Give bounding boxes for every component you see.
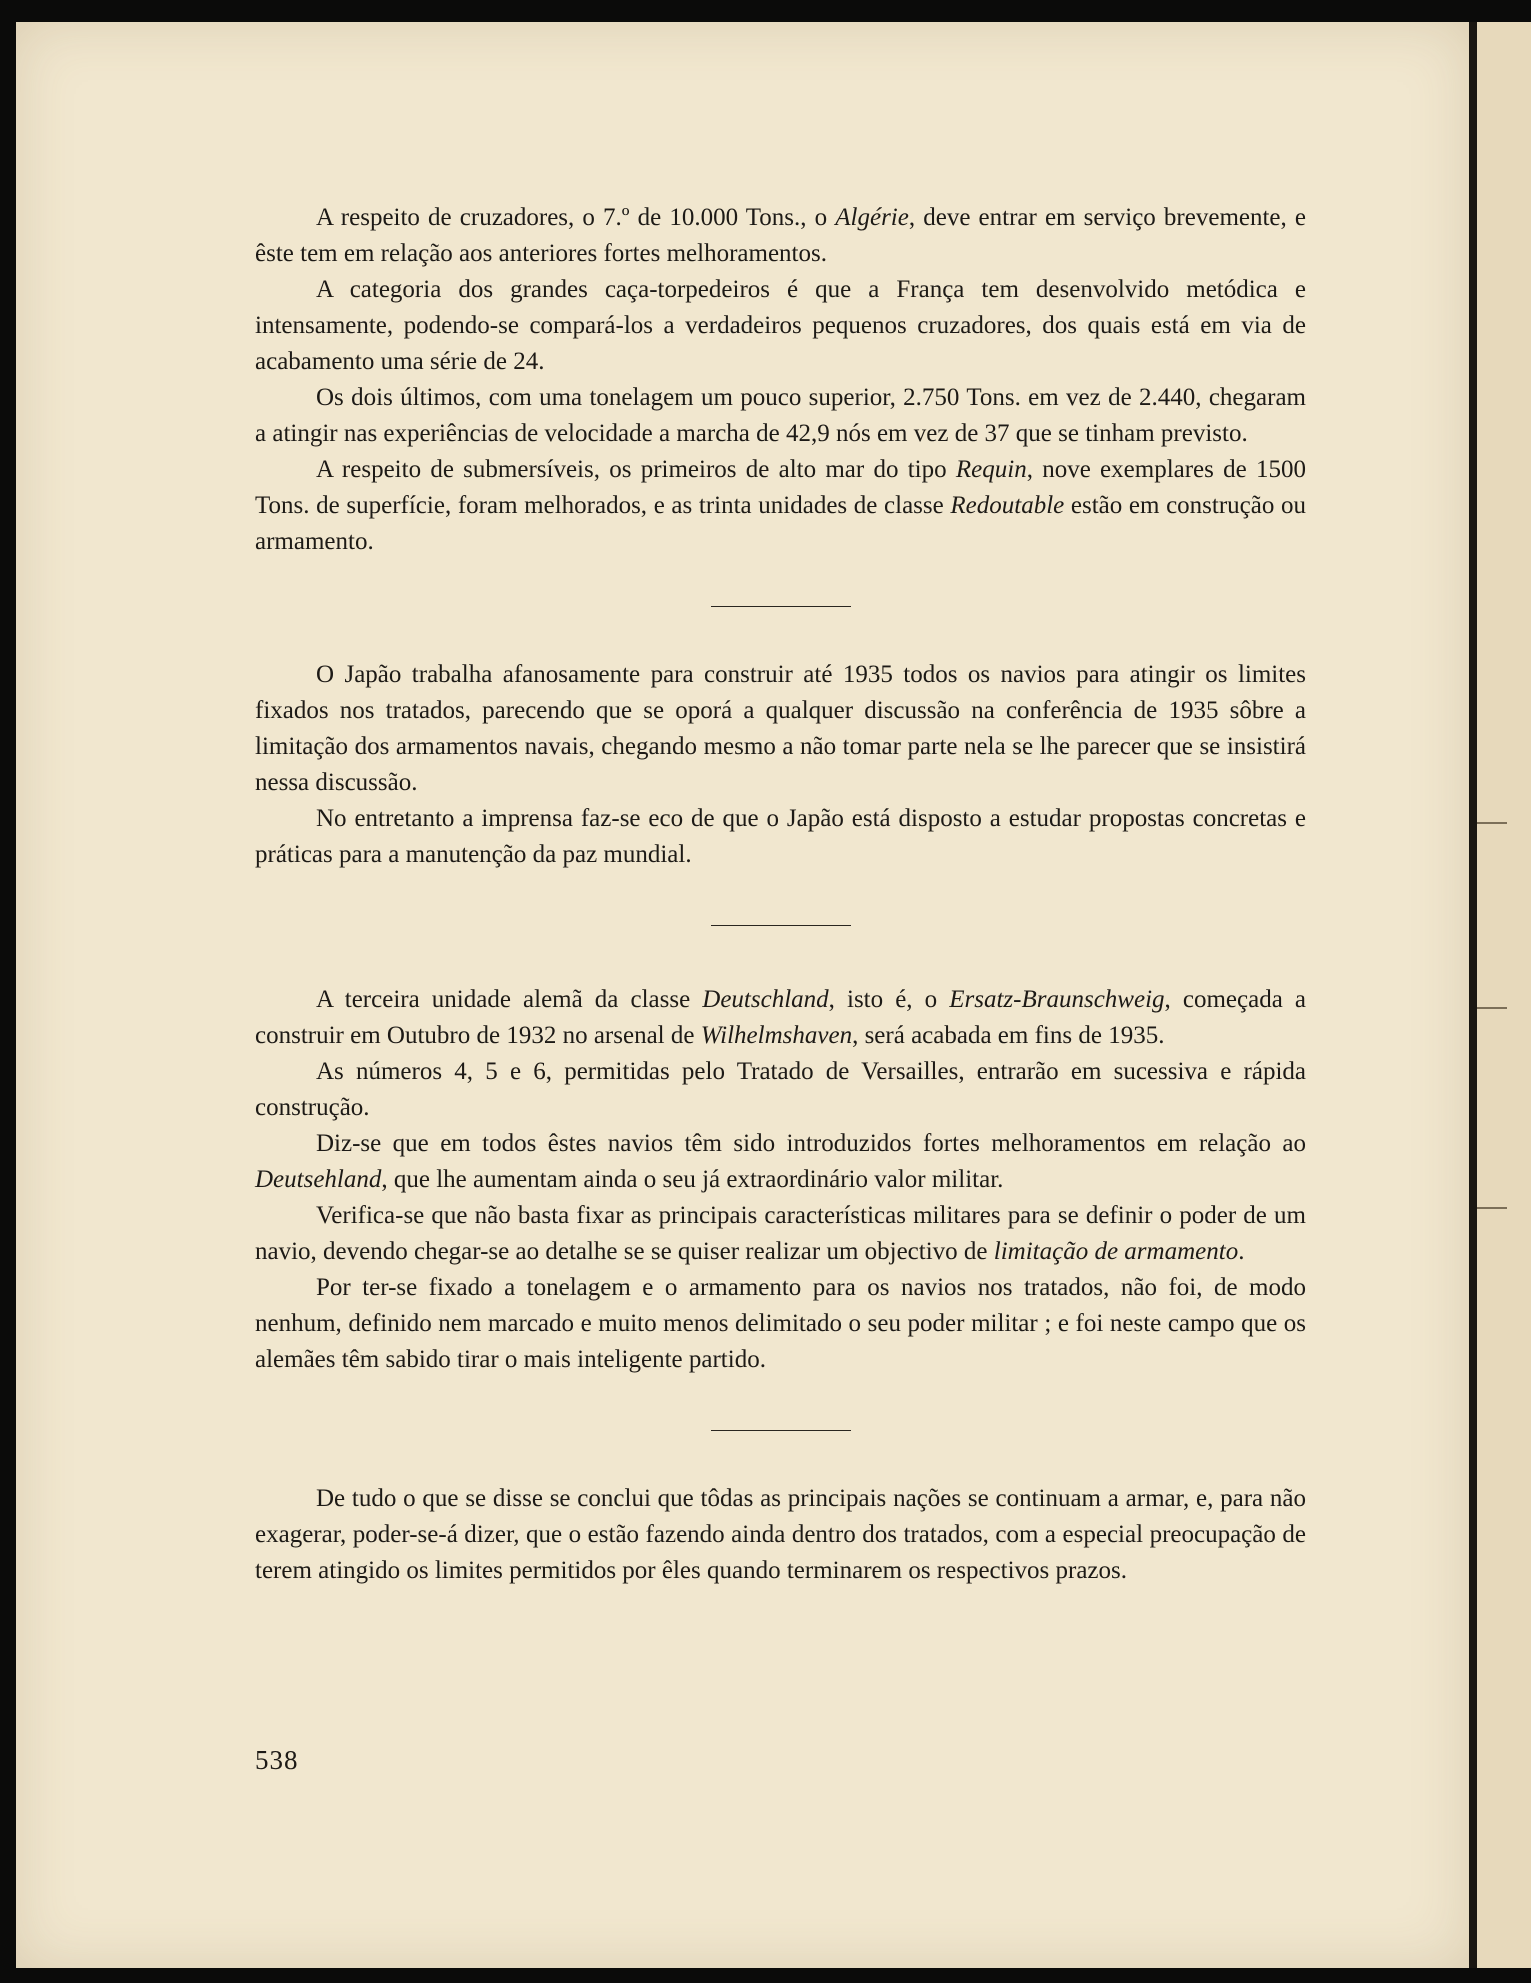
- text-run: O Japão trabalha afanosamente para construir até 1935 todos os navios para atingir os limites fixados nos tratados, parecendo que se oporá a qualquer discussão na conferência de 1935 sôbre a limitação dos armamentos navais, chegando mesmo a não tomar parte nela se lhe parecer que se insistirá nessa discussão.: [255, 661, 1306, 796]
- paragraph: [255, 1198, 1306, 1270]
- text-run: , que lhe aumentam ainda o seu já extraordinário valor militar.: [381, 1166, 1004, 1193]
- paragraph: [255, 452, 1306, 560]
- italic-term: Deutsehland: [255, 1166, 382, 1193]
- paragraph: [255, 272, 1306, 380]
- text-run: A categoria dos grandes caça-torpedeiros é que a França tem desenvolvido metódica e intensamente, podendo-se compará-los a verdadeiros pequenos cruzadores, dos quais está em via de acabamento uma série de 24.: [255, 276, 1306, 375]
- section-france: [255, 200, 1306, 560]
- text-run: Diz-se que em todos êstes navios têm sido introduzidos fortes melhoramentos em relação ao: [316, 1130, 1306, 1157]
- text-run: , nove exemplares de 1500 Tons. de superfície, foram melhorados, e as trinta unidades de classe: [255, 456, 1306, 519]
- book-spine: [1469, 22, 1477, 1968]
- text-run: , será acabada em fins de 1935.: [852, 1022, 1165, 1049]
- paragraph: [255, 1481, 1306, 1589]
- italic-term: Redoutable: [950, 492, 1065, 519]
- text-run: , deve entrar em serviço brevemente, e êste tem em relação aos anteriores fortes melhoramentos.: [255, 204, 1306, 267]
- text-run: A terceira unidade alemã da classe: [316, 986, 703, 1013]
- italic-term: Algérie: [835, 204, 909, 231]
- paragraph: [255, 982, 1306, 1054]
- italic-term: Wilhelmshaven: [700, 1022, 853, 1049]
- text-run: No entretanto a imprensa faz-se eco de que o Japão está disposto a estudar propostas concretas e práticas para a manutenção da paz mundial.: [255, 805, 1306, 868]
- section-germany: [255, 982, 1306, 1378]
- paragraph: [255, 801, 1306, 873]
- section-separator: [711, 606, 851, 607]
- page-number: 538: [255, 1745, 299, 1775]
- paragraph: [255, 1054, 1306, 1126]
- paragraph: [255, 380, 1306, 452]
- text-run: , começada a construir em Outubro de 1932 no arsenal de: [255, 986, 1306, 1049]
- paragraph: [255, 657, 1306, 801]
- text-run: Os dois últimos, com uma tonelagem um pouco superior, 2.750 Tons. em vez de 2.440, chegaram a atingir nas experiências de velocidade a marcha de 42,9 nós em vez de 37 que se tinham previsto.: [255, 384, 1306, 447]
- section-separator: [711, 925, 851, 926]
- text-run: A respeito de cruzadores, o 7.º de 10.000 Tons., o: [316, 204, 836, 231]
- section-japan: [255, 657, 1306, 873]
- text-run: estão em construção ou armamento.: [255, 492, 1306, 555]
- text-run: De tudo o que se disse se conclui que tôdas as principais nações se continuam a armar, e, para não exagerar, poder-se-á dizer, que o estão fazendo ainda dentro dos tratados, com a especial preocupação de terem atingido os limites permitidos por êles quando terminarem os respectivos prazos.: [255, 1485, 1306, 1584]
- italic-term: Ersatz-Braunschweig: [949, 986, 1165, 1013]
- text-run: A respeito de submersíveis, os primeiros de alto mar do tipo: [316, 456, 956, 483]
- text-run: .: [1238, 1238, 1245, 1265]
- paragraph: [255, 200, 1306, 272]
- paragraph: [255, 1270, 1306, 1378]
- italic-term: limitação de armamento: [993, 1238, 1239, 1265]
- italic-term: Deutschland: [702, 986, 829, 1013]
- section-separator: [711, 1430, 851, 1431]
- text-run: Por ter-se fixado a tonelagem e o armamento para os navios nos tratados, não foi, de modo nenhum, definido nem marcado e muito menos delimitado o seu poder militar ; e foi neste campo que os alemães têm sabido tirar o mais inteligente partido.: [255, 1274, 1306, 1373]
- text-column: [255, 200, 1306, 1589]
- section-conclusion: [255, 1481, 1306, 1589]
- paragraph: [255, 1126, 1306, 1198]
- adjacent-page-edge: [1477, 22, 1531, 1968]
- italic-term: Requin: [955, 456, 1027, 483]
- text-run: As números 4, 5 e 6, permitidas pelo Tratado de Versailles, entrarão em sucessiva e rápida construção.: [255, 1058, 1306, 1121]
- text-run: Verifica-se que não basta fixar as principais características militares para se definir o poder de um navio, devendo chegar-se ao detalhe se se quiser realizar um objectivo de: [255, 1202, 1306, 1265]
- text-run: , isto é, o: [828, 986, 950, 1013]
